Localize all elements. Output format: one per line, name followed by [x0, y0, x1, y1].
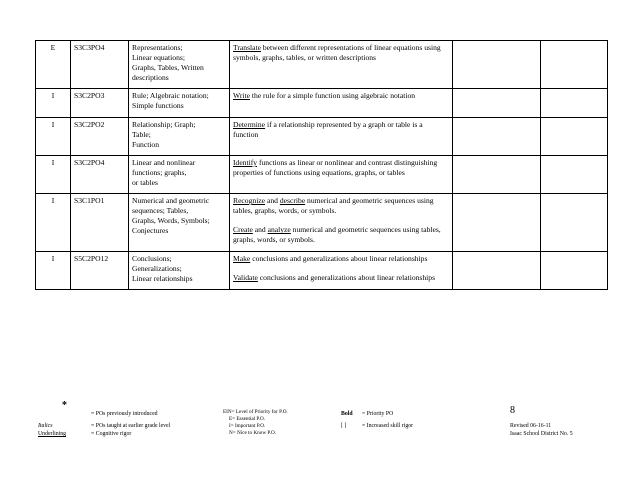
empty-cell	[453, 117, 541, 155]
po-code-cell: S5C2PO12	[71, 251, 129, 289]
revised-date: Revised 06-16-11	[510, 423, 552, 429]
action-verb: Translate	[233, 43, 261, 52]
verb-connector: and	[265, 196, 280, 206]
objective-body: functions as linear or nonlinear and contrast distinguishing properties of functions using equations, graphs, or tables	[233, 157, 438, 177]
objective-text	[233, 254, 449, 264]
empty-cell	[453, 251, 541, 289]
table-row	[36, 194, 608, 251]
topic-line: Graphs, Tables, Written	[132, 63, 204, 73]
objective-body: numerical and geometric sequences using tables, graphs, words, or symbols.	[233, 196, 434, 216]
po-code-cell: S3C2PO2	[71, 117, 129, 155]
table-row	[36, 89, 608, 117]
objective-body: numerical and geometric sequences using tables, graphs, words, or symbols.	[233, 225, 441, 245]
priority-level-cell: E	[36, 41, 71, 89]
empty-cell	[541, 41, 608, 89]
ein-important: I= Important P.O.	[229, 423, 266, 430]
underlining-description: = Cognitive rigor	[91, 431, 132, 437]
action-verb: Determine	[233, 119, 266, 129]
action-verb: Create	[233, 225, 253, 235]
po-code-cell: S3C2PO3	[71, 89, 129, 117]
topic-line: Function	[132, 139, 160, 149]
objective-body: the rule for a simple function using algebraic notation	[249, 91, 416, 101]
table-row	[36, 155, 608, 193]
empty-cell	[541, 194, 608, 251]
objective-text	[233, 273, 449, 283]
italics-description: = POs taught at earlier grade level	[91, 423, 171, 429]
objective-text	[233, 91, 449, 101]
objective-cell	[230, 117, 453, 155]
po-code-cell: S3C3PO4	[71, 41, 129, 89]
priority-level-cell: I	[36, 89, 71, 117]
objective-text	[233, 120, 449, 140]
objective-text	[233, 158, 449, 178]
objective-text	[233, 196, 449, 216]
verb-connector: and	[252, 225, 268, 235]
action-verb: Validate	[233, 272, 258, 282]
priority-level-cell: I	[36, 117, 71, 155]
action-verb: Recognize	[233, 196, 266, 206]
topic-cell	[129, 41, 230, 89]
empty-cell	[453, 194, 541, 251]
empty-cell	[453, 155, 541, 193]
topic-line: Table;	[132, 129, 151, 139]
ein-title: EIN= Level of Priority for P.O.	[223, 409, 288, 415]
bold-label: Bold	[341, 411, 353, 417]
objective-body: conclusions and generalizations about linear relationships	[257, 272, 436, 282]
topic-cell	[129, 117, 230, 155]
empty-cell	[541, 89, 608, 117]
topic-line: or tables	[132, 178, 158, 188]
topic-line: Representations;	[132, 43, 183, 52]
priority-level-cell: I	[36, 194, 71, 251]
objective-cell	[230, 41, 453, 89]
topic-line: Linear relationships	[132, 273, 193, 283]
topic-line: Rule; Algebraic notation;	[132, 91, 209, 101]
action-verb: analyze	[267, 225, 291, 235]
objective-body: if a relationship represented by a graph or table is a function	[233, 119, 423, 139]
priority-level-cell: I	[36, 155, 71, 193]
empty-cell	[453, 89, 541, 117]
action-verb: describe	[279, 196, 306, 206]
topic-line: descriptions	[132, 73, 169, 83]
topic-line: Relationship; Graph;	[132, 119, 196, 129]
star-description: = POs previously introduced	[91, 411, 158, 417]
topic-line: Generalizations;	[132, 263, 182, 273]
table-row	[36, 41, 608, 89]
objective-cell	[230, 155, 453, 193]
objective-body: conclusions and generalizations about linear relationships	[250, 253, 428, 263]
empty-cell	[453, 41, 541, 89]
po-code-cell: S3C1PO1	[71, 194, 129, 251]
empty-cell	[541, 155, 608, 193]
table-row	[36, 251, 608, 289]
table-row	[36, 117, 608, 155]
underlining-label: Underlining	[38, 431, 67, 437]
topic-line: functions; graphs,	[132, 167, 187, 177]
empty-cell	[541, 117, 608, 155]
topic-cell	[129, 194, 230, 251]
topic-line: Graphs, Words, Symbols;	[132, 216, 210, 226]
topic-cell	[129, 89, 230, 117]
brackets-label: [ ]	[341, 423, 347, 429]
topic-line: Simple functions	[132, 101, 184, 111]
po-code-cell: S3C2PO4	[71, 155, 129, 193]
topic-line: Linear equations;	[132, 53, 185, 63]
objective-cell	[230, 251, 453, 289]
topic-line: sequences; Tables,	[132, 206, 189, 216]
topic-line: Conclusions;	[132, 253, 172, 263]
objective-cell	[230, 89, 453, 117]
objective-text	[233, 225, 449, 245]
empty-cell	[541, 251, 608, 289]
objective-text	[233, 43, 449, 63]
topic-cell	[129, 251, 230, 289]
star-symbol: *	[62, 400, 67, 411]
district-name: Isaac School District No. 5	[510, 431, 573, 437]
action-verb: Write	[233, 91, 250, 101]
topic-line: Linear and nonlinear	[132, 157, 196, 167]
ein-nice: N= Nice to Know P.O.	[229, 430, 277, 437]
topic-line: Numerical and geometric	[132, 196, 210, 206]
topic-line: Conjectures	[132, 226, 169, 236]
brackets-description: = Increased skill rigor	[362, 423, 414, 429]
page-number: 8	[510, 405, 515, 416]
ein-essential: E= Essential P.O.	[229, 416, 266, 423]
action-verb: Identify	[233, 157, 258, 167]
objective-cell	[230, 194, 453, 251]
action-verb: Make	[233, 253, 251, 263]
topic-cell	[129, 155, 230, 193]
italics-label: Italics	[38, 423, 53, 429]
curriculum-table	[35, 40, 608, 290]
bold-description: = Priority PO	[362, 411, 394, 417]
ein-legend	[223, 409, 288, 437]
priority-level-cell: I	[36, 251, 71, 289]
objective-body: between different representations of linear equations using symbols, graphs, tables, or written descriptions	[233, 43, 441, 63]
